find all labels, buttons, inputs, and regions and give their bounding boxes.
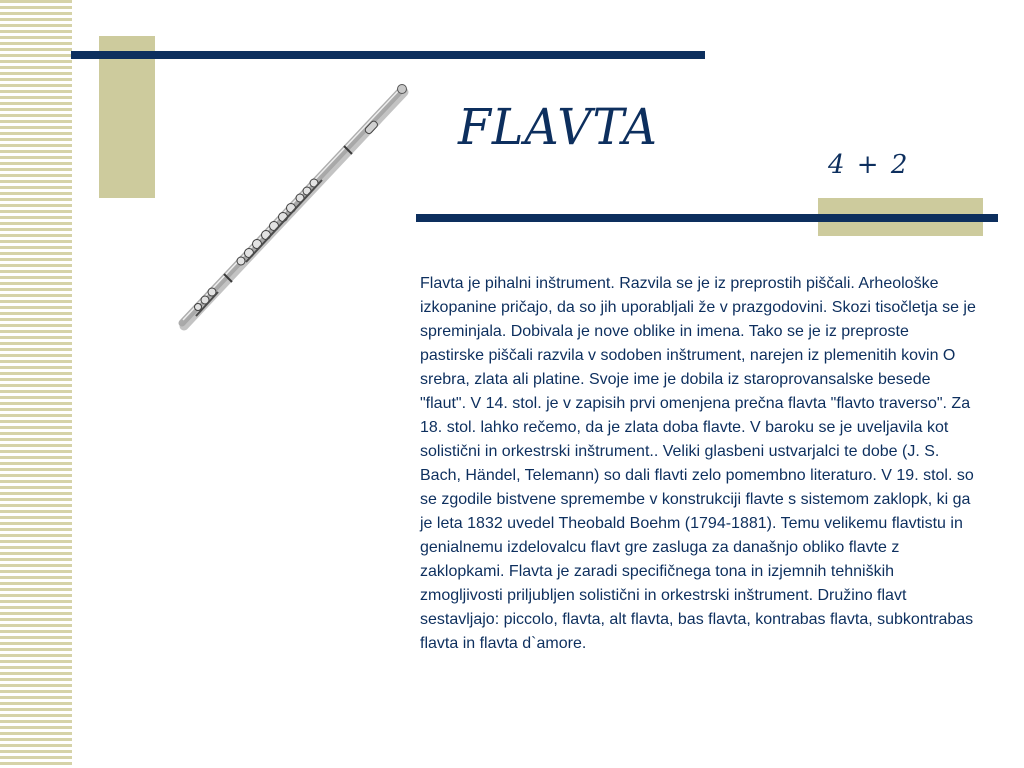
slide-title: FLAVTA [458,98,658,156]
flute-image [172,80,416,336]
middle-navy-bar [416,214,998,222]
body-paragraph: Flavta je pihalni inštrument. Razvila se je iz preprostih piščali. Arheološke izkopanine pričajo, da so jih uporabljali že v prazgodovini. Skozi tisočletja se je spreminjala. Dobivala je nove oblike in imena. Tako se je iz preproste pastirske piščali razvila v sodoben inštrument, narejen iz plemenitih kovin O srebra, zlata ali platine. Svoje ime je dobila iz staroprovansalske besede "flaut". V 14. stol. je v zapisih prvi omenjena prečna flavta "flavto traverso". Za 18. stol. lahko rečemo, da je zlata doba flavte. V baroku se je uveljavila kot solistični in orkestrski inštrument.. Veliki glasbeni ustvarjalci te dobe (J. S. Bach, Händel, Telemann) so dali flavti zelo pomembno literaturo. V 19. stol. so se zgodile bistvene spremembe v konstrukciji flavte s sistemom zaklopk, ki ga je leta 1832 uvedel Theobald Boehm (1794-1881). Temu velikemu flavtistu in genialnemu izdelovalcu flavt gre zasluga za današnjo obliko flavte z zaklopkami. Flavta je zaradi specifičnega tona in izjemnih tehniških zmogljivosti priljubljen solistični in orkestrski inštrument. Družino flavt sestavljajo: piccolo, flavta, alt flavta, bas flavta, kontrabas flavta, subkontrabas flavta in flavta d`amore. [420,275,976,652]
left-stripe-decoration [0,0,72,768]
flute-icon [172,80,416,336]
top-navy-bar [71,51,705,59]
slide-subtitle: 4 + 2 [828,150,910,180]
tan-block-left [99,36,155,198]
